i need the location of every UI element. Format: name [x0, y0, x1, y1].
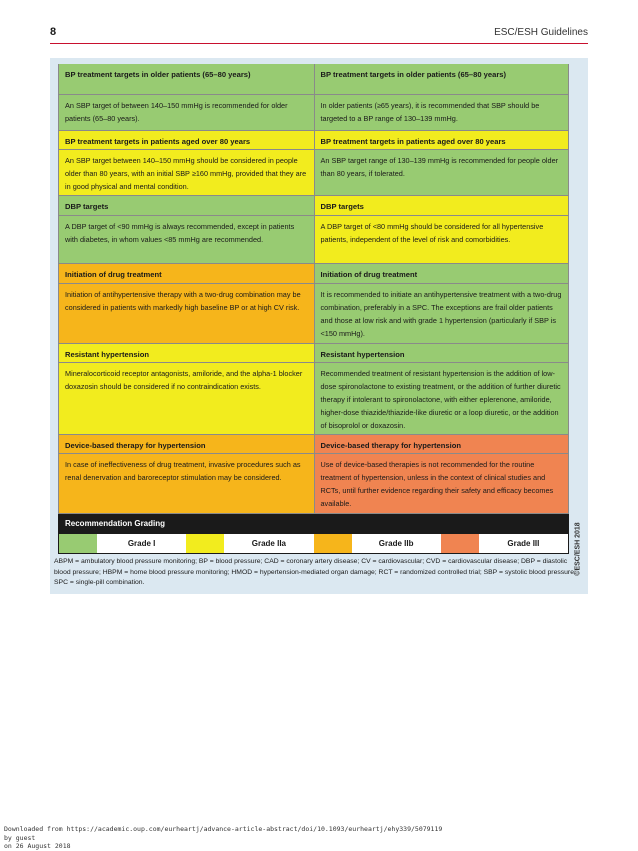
grading-title: Recommendation Grading: [58, 514, 569, 533]
recommendation-right: In older patients (≥65 years), it is recommended that SBP should be targeted to a BP range of 130–139 mmHg.: [314, 95, 569, 131]
download-watermark: [4, 825, 442, 851]
table-row: [58, 64, 569, 95]
legend-item: [59, 534, 186, 553]
legend-item: [441, 534, 568, 553]
table-row: [58, 363, 569, 435]
recommendation-left: Initiation of antihypertensive therapy with a two-drug combination may be considered in patients with markedly high baseline BP or at high CV risk.: [59, 284, 314, 344]
section-heading-left: Resistant hypertension: [59, 344, 314, 363]
grade-swatch: [186, 534, 224, 553]
section-heading-right: BP treatment targets in patients aged over 80 years: [314, 131, 569, 150]
recommendation-left: In case of ineffectiveness of drug treatment, invasive procedures such as renal denervation and baroreceptor stimulation may be considered.: [59, 454, 314, 514]
legend-item: [314, 534, 441, 553]
grade-swatch: [59, 534, 97, 553]
section-heading-right: Device-based therapy for hypertension: [314, 435, 569, 454]
header-rule: [50, 43, 588, 44]
section-heading-right: DBP targets: [314, 196, 569, 216]
recommendation-left: An SBP target of between 140–150 mmHg is recommended for older patients (65–80 years).: [59, 95, 314, 131]
recommendation-right: Recommended treatment of resistant hypertension is the addition of low-dose spironolactone to existing treatment, or the addition of further diuretic therapy if intolerant to spironolactone, with either eplerenone, amiloride, higher-dose thiazide/thiazide-like diuretic or a loop diuretic, or the addition of bisoprolol or doxazosin.: [314, 363, 569, 435]
table-row: [58, 95, 569, 131]
running-head: ESC/ESH Guidelines: [494, 27, 588, 38]
recommendation-right: An SBP target range of 130–139 mmHg is recommended for people older than 80 years, if tolerated.: [314, 150, 569, 196]
download-line: on 26 August 2018: [4, 842, 71, 850]
recommendation-right: It is recommended to initiate an antihypertensive treatment with a two-drug combination, preferably in a SPC. The exceptions are frail older patients and those at low risk and with grade 1 hypertension (particularly if SBP is <150 mmHg).: [314, 284, 569, 344]
table-row: [58, 264, 569, 284]
table-row: [58, 435, 569, 454]
section-heading-right: Resistant hypertension: [314, 344, 569, 363]
grade-swatch: [441, 534, 479, 553]
recommendation-left: An SBP target between 140–150 mmHg should be considered in people older than 80 years, with an initial SBP ≥160 mmHg, provided that they are in good physical and mental condition.: [59, 150, 314, 196]
recommendation-right: A DBP target of <80 mmHg should be considered for all hypertensive patients, independent of the level of risk and comorbidities.: [314, 216, 569, 264]
copyright-text: ©ESC/ESH 2018: [574, 522, 582, 576]
section-heading-left: Initiation of drug treatment: [59, 264, 314, 284]
table-row: [58, 196, 569, 216]
abbreviations-footnote: ABPM = ambulatory blood pressure monitoring; BP = blood pressure; CAD = coronary artery disease; CV = cardiovascular; CVD = cardiovascular disease; DBP = diastolic blood pressure; HBPM = home blood pressure monitoring; HMOD = hypertension-mediated organ damage; RCT = randomized controlled trial; SBP = systolic blood pressure; SPC = single-pill combination.: [54, 558, 576, 586]
table-row: [58, 454, 569, 514]
grade-label: Grade I: [127, 539, 156, 548]
section-heading-left: BP treatment targets in older patients (65–80 years): [59, 64, 314, 95]
table-row: [58, 284, 569, 344]
download-line: by guest: [4, 833, 36, 842]
section-heading-left: DBP targets: [59, 196, 314, 216]
section-heading-right: Initiation of drug treatment: [314, 264, 569, 284]
grade-swatch: [314, 534, 352, 553]
section-heading-left: Device-based therapy for hypertension: [59, 435, 314, 454]
table-row: [58, 344, 569, 363]
page-number: 8: [50, 26, 57, 38]
grade-label: Grade IIb: [378, 539, 414, 548]
section-heading-left: BP treatment targets in patients aged over 80 years: [59, 131, 314, 150]
table-row: [58, 150, 569, 196]
grade-label: Grade IIa: [251, 539, 286, 548]
section-heading-right: BP treatment targets in older patients (65–80 years): [314, 64, 569, 95]
grade-label: Grade III: [507, 539, 540, 548]
table-row: [58, 131, 569, 150]
legend-item: [186, 534, 313, 553]
download-line: Downloaded from https://academic.oup.com/eurheartj/advance-article-abstract/doi/10.1093/eurheartj/ehy339/5079119: [4, 825, 443, 833]
recommendation-right: Use of device-based therapies is not recommended for the routine treatment of hypertension, unless in the context of clinical studies and RCTs, until further evidence regarding their safety and efficacy becomes available.: [314, 454, 569, 514]
table-row: [58, 216, 569, 264]
recommendation-left: A DBP target of <90 mmHg is always recommended, except in patients with diabetes, in whom values <85 mmHg are recommended.: [59, 216, 314, 264]
grading-legend: [58, 533, 569, 554]
comparison-table: [58, 64, 569, 554]
recommendations-panel: [50, 58, 588, 594]
recommendation-left: Mineralocorticoid receptor antagonists, amiloride, and the alpha-1 blocker doxazosin should be considered if no contraindication exists.: [59, 363, 314, 435]
